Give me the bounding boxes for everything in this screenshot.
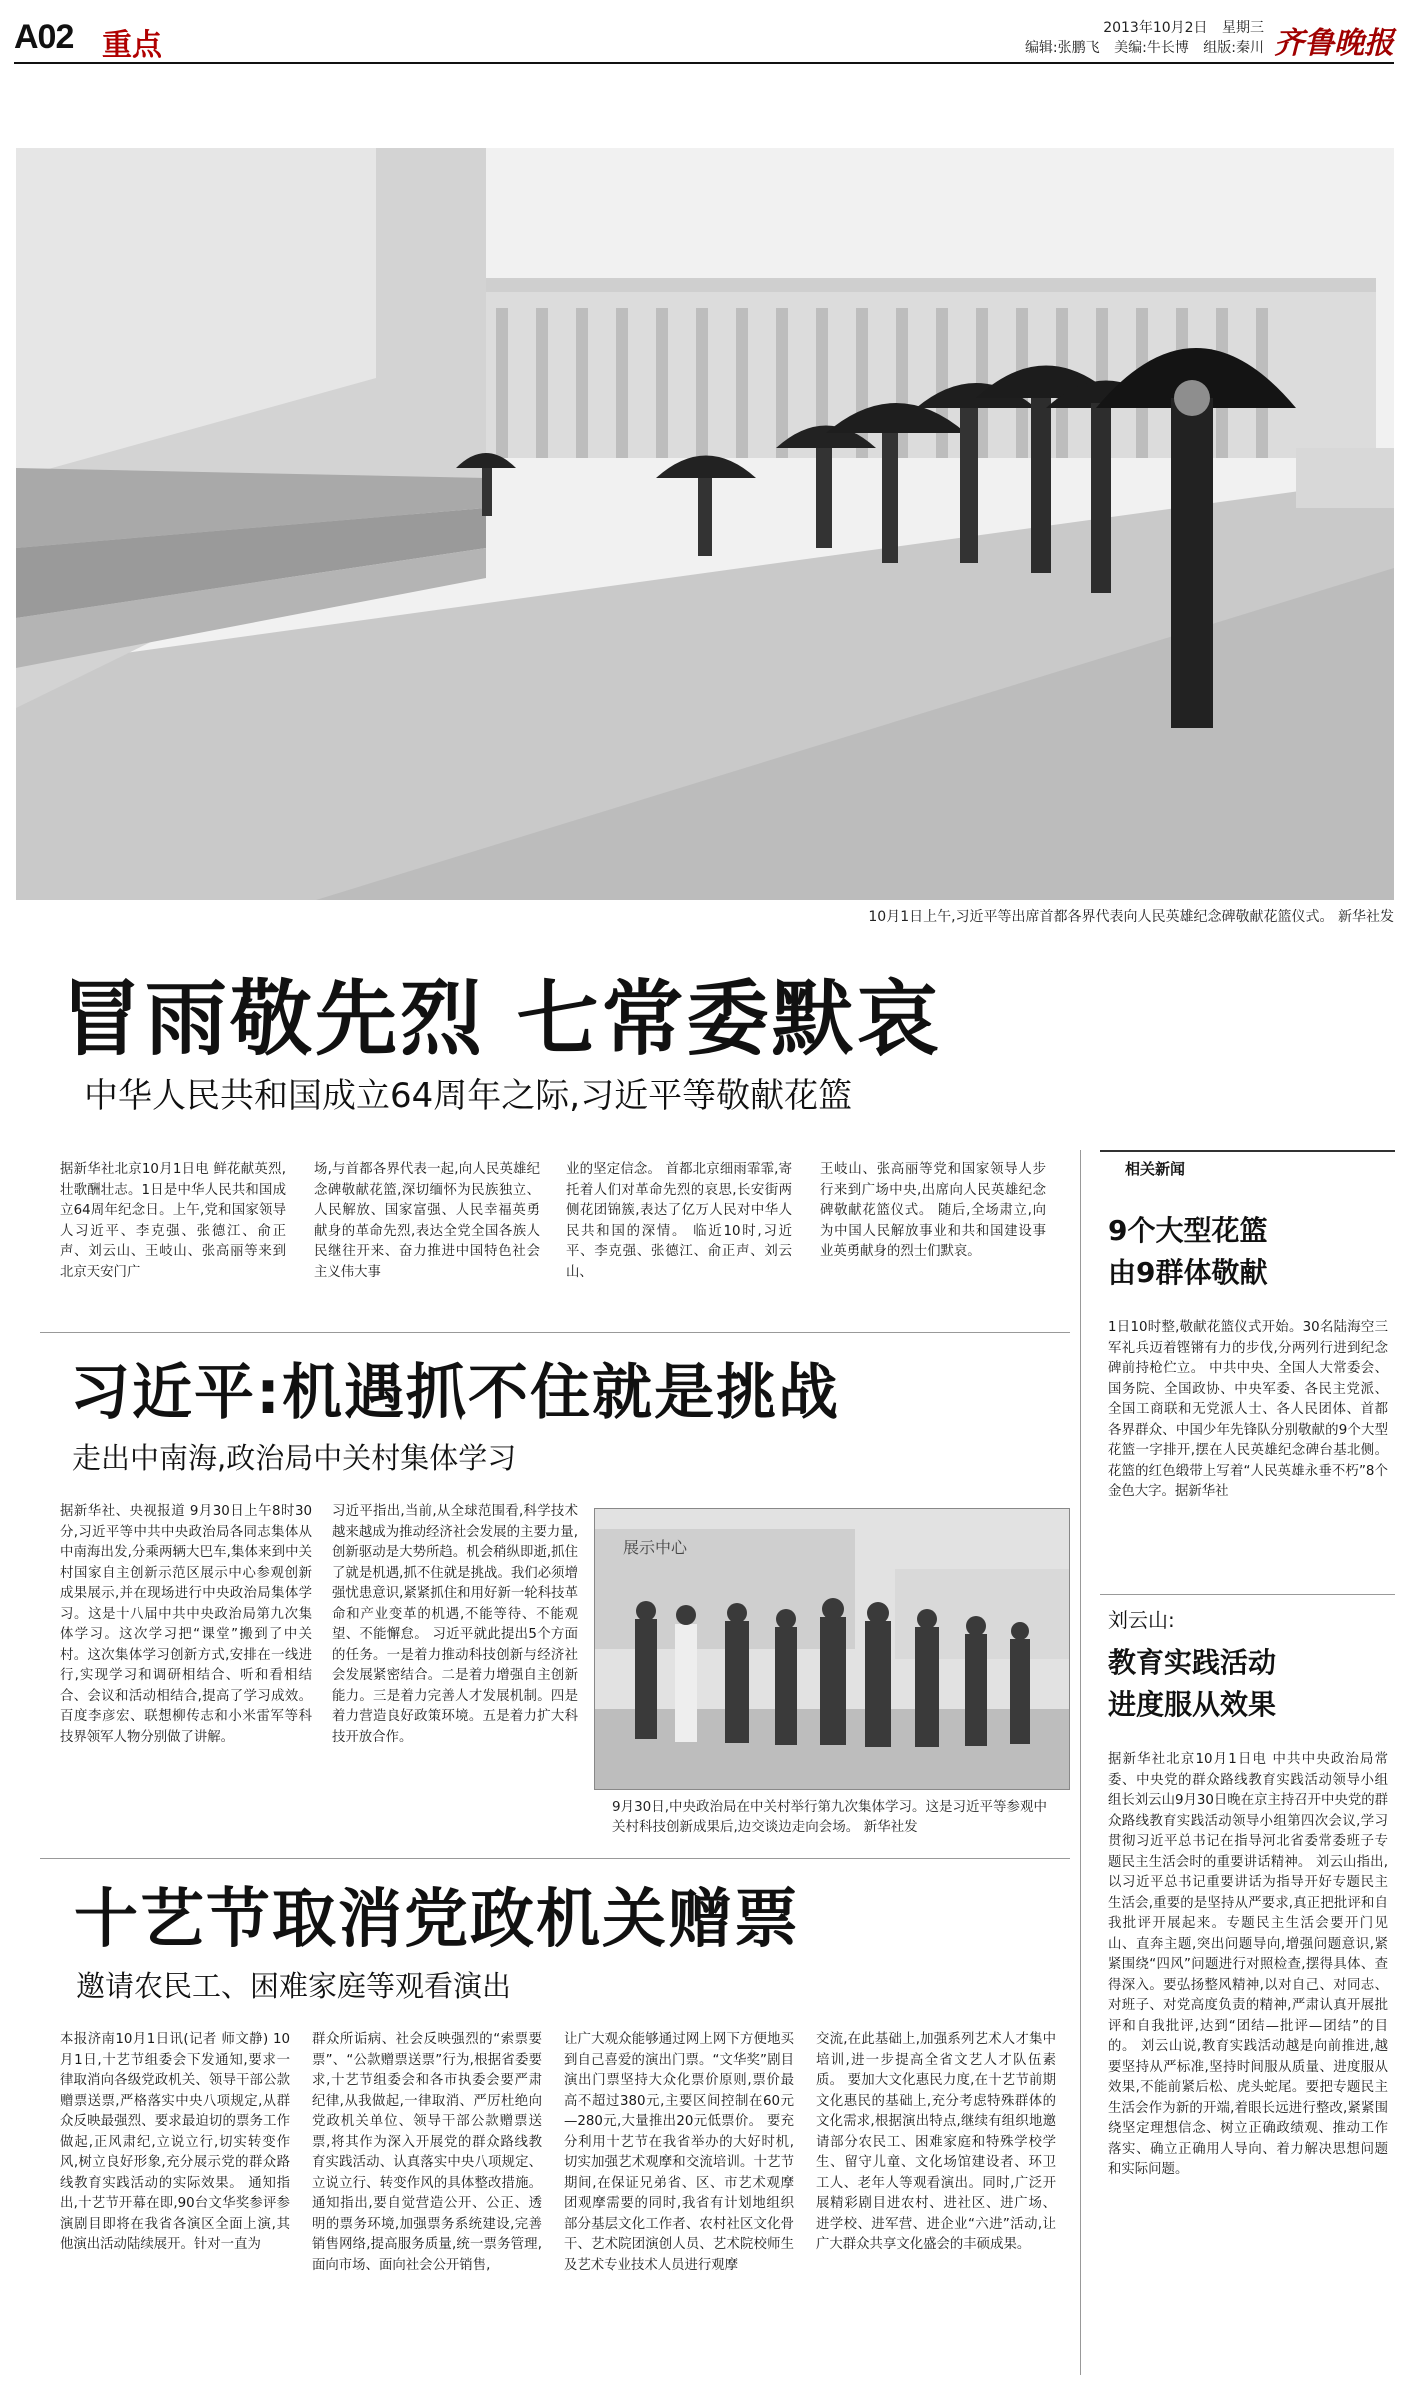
sidebar-story2-kicker: 刘云山: [1108,1608,1175,1632]
article2-photo [594,1508,1070,1790]
article2-bottom-rule [40,1858,1070,1859]
article1-bottom-rule [40,1332,1070,1333]
article1-col-1: 据新华社北京10月1日电 鲜花献英烈,壮歌酬壮志。1日是中华人民共和国成立64周年纪念日。上午,党和国家领导人习近平、李克强、张德江、俞正声、刘云山、王岐山、张高丽等来到北京天安门广 [60,1162,286,1280]
article2-photo-illustration [595,1509,1070,1790]
sidebar-story2-title [1108,1642,1276,1726]
newspaper-masthead: 齐鲁晚报 [1274,26,1394,61]
article3-col-3: 让广大观众能够通过网上网下方便地买到自己喜爱的演出门票。“文华奖”剧目演出门票坚持大众化票价原则,票价最高不超过380元,主要区间控制在60元—280元,大量推出20元低票价。 要充分利用十艺节在我省举办的大好时机,切实加强艺术观摩和交流培训。十艺节期间,在保证兄弟省、区、市艺术观摩团观摩需要的同时,我省有计划地组织部分基层文化工作者、农村社区文化骨干、艺术院团演创人员、艺术院校师生及艺术专业技术人员进行观摩 [564,2032,794,2273]
article2-col-2: 习近平指出,当前,从全球范围看,科学技术越来越成为推动经济社会发展的主要力量,创新驱动是大势所趋。机会稍纵即逝,抓住了就是机遇,抓不住就是挑战。我们必须增强忧患意识,紧紧抓住和用好新一轮科技革命和产业变革的机遇,不能等待、不能观望、不能懈怠。 习近平就此提出5个方面的任务。一是着力推动科技创新与经济社会发展紧密结合。二是着力增强自主创新能力。三是着力完善人才发展机制。四是着力营造良好政策环境。五是着力扩大科技开放合作。 [332,1504,578,1745]
main-photo [16,148,1394,900]
section-label: 重点 [102,28,162,63]
sidebar-mid-rule [1100,1594,1395,1595]
article1-col-2: 场,与首都各界代表一起,向人民英雄纪念碑敬献花篮,深切缅怀为民族独立、人民解放、国家富强、人民幸福英勇献身的革命先烈,表达全党全国各族人民继往开来、奋力推进中国特色社会主义伟大事 [314,1162,540,1280]
layout-editor-credit: 组版:秦川 [1203,40,1264,56]
article1-headline: 冒雨敬先烈 七常委默哀 [60,972,942,1067]
header-meta [1015,18,1264,58]
sidebar-story2-title-line2: 进度服从效果 [1108,1688,1277,1721]
main-photo-illustration [16,148,1394,900]
art-editor-credit: 美编:牛长博 [1114,40,1189,56]
sidebar-story2-title-line1: 教育实践活动 [1108,1646,1277,1679]
main-photo-caption: 10月1日上午,习近平等出席首都各界代表向人民英雄纪念碑敬献花篮仪式。 新华社发 [868,909,1394,925]
related-news-label: 相关新闻 [1125,1160,1186,1178]
sidebar-story1-title [1108,1210,1267,1294]
article3-col-1: 本报济南10月1日讯(记者 师文静) 10月1日,十艺节组委会下发通知,要求一律取消向各级党政机关、领导干部公款赠票送票,严格落实中央八项规定,从群众反映最强烈、要求最迫切的票务工作做起,正风肃纪,立说立行,切实转变作风,树立良好形象,充分展示党的群众路线教育实践活动的实际效果。 通知指出,十艺节开幕在即,90台文华奖参评参演剧目即将在我省各演区全面上演,其他演出活动陆续展开。针对一直为 [60,2032,290,2252]
article3-headline: 十艺节取消党政机关赠票 [74,1883,800,1957]
article3-col-2: 群众所诟病、社会反映强烈的“索票要票”、“公款赠票送票”行为,根据省委要求,十艺节组委会和各市执委会要严肃纪律,从我做起,一律取消、严厉杜绝向党政机关单位、领导干部公款赠票送票,将其作为深入开展党的群众路线教育实践活动、认真落实中央八项规定、立说立行、转变作风的具体整改措施。 通知指出,要自觉营造公开、公正、透明的票务环境,加强票务系统建设,完善销售网络,提高服务质量,统一票务管理,面向市场、面向社会公开销售, [312,2032,542,2273]
page-number: A02 [14,18,74,56]
sidebar-story2-text: 据新华社北京10月1日电 中共中央政治局常委、中央党的群众路线教育实践活动领导小组组长刘云山9月30日晚在京主持召开中央党的群众路线教育实践活动领导小组第四次会议,学习贯彻习近平总书记在指导河北省委常委班子专题民主生活会时的重要讲话精神。 刘云山指出,以习近平总书记重要讲话为指导开好专题民主生活会,重要的是坚持从严要求,真正把批评和自我批评开展起来。专题民主生活会要开门见山、直奔主题,突出问题导向,增强问题意识,紧紧围绕“四风”问题进行对照检查,摆得具体、查得深入。要弘扬整风精神,以对自己、对同志、对班子、对党高度负责的精神,严肃认真开展批评和自我批评,达到“团结—批评—团结”的目的。 刘云山说,教育实践活动越是向前推进,越要坚持从严标准,坚持时间服从质量、进度服从效果,不能前紧后松、虎头蛇尾。要把专题民主生活会作为新的开端,着眼长远进行整改,紧紧围绕坚定理想信念、树立正确政绩观、推动工作落实、确立正确用人导向、着力解决思想问题和实际问题。 [1108,1752,1388,2177]
article2-photo-caption: 9月30日,中央政治局在中关村举行第九次集体学习。这是习近平等参观中关村科技创新成果后,边交谈边走向会场。 新华社发 [612,1799,1048,1835]
building-sign: 展示中心 [623,1538,688,1557]
issue-weekday: 星期三 [1222,20,1264,36]
article1-subheadline: 中华人民共和国成立64周年之际,习近平等敬献花篮 [84,1076,853,1116]
article2-col-1: 据新华社、央视报道 9月30日上午8时30分,习近平等中共中央政治局各同志集体从中南海出发,分乘两辆大巴车,集体来到中关村国家自主创新示范区展示中心参观创新成果展示,并在现场进行中央政治局集体学习。这是十八届中共中央政治局第九次集体学习。这次学习把“课堂”搬到了中关村。这次集体学习创新方式,安排在一线进行,实现学习和调研相结合、听和看相结合、会议和活动相结合,提高了学习成效。百度李彦宏、联想柳传志和小米雷军等科技界领军人物分别做了讲解。 [60,1504,312,1745]
header-rule [14,62,1394,64]
editor-credit: 编辑:张鹏飞 [1024,40,1100,56]
sidebar-story1-text: 1日10时整,敬献花篮仪式开始。30名陆海空三军礼兵迈着铿锵有力的步伐,分两列行进到纪念碑前持枪伫立。 中共中央、全国人大常委会、国务院、全国政协、中央军委、各民主党派、全国工商联和无党派人士、各人民团体、首都各界群众、中国少年先锋队分别敬献的9个大型花篮一字排开,摆在人民英雄纪念碑台基北侧。花篮的红色缎带上写着“人民英雄永垂不朽”8个金色大字。据新华社 [1108,1320,1388,1499]
article2-subheadline: 走出中南海,政治局中关村集体学习 [72,1441,517,1475]
article1-col-3: 业的坚定信念。 首都北京细雨霏霏,寄托着人们对革命先烈的哀思,长安街两侧花团锦簇,表达了亿万人民对中华人民共和国的深情。 临近10时,习近平、李克强、张德江、俞正声、刘云山、 [566,1162,792,1280]
sidebar-story1-title-line1: 9个大型花篮 [1108,1214,1268,1247]
article2-headline: 习近平:机遇抓不住就是挑战 [70,1358,840,1428]
article3-subheadline: 邀请农民工、困难家庭等观看演出 [76,1969,512,2003]
sidebar-top-rule [1100,1150,1395,1152]
issue-date: 2013年10月2日 [1103,20,1208,36]
article1-col-4: 王岐山、张高丽等党和国家领导人步行来到广场中央,出席向人民英雄纪念碑敬献花篮仪式。 随后,全场肃立,向为中国人民解放事业和共和国建设事业英勇献身的烈士们默哀。 [820,1162,1046,1259]
article3-col-4: 交流,在此基础上,加强系列艺术人才集中培训,进一步提高全省文艺人才队伍素质。 要加大文化惠民力度,在十艺节前期文化惠民的基础上,充分考虑特殊群体的文化需求,根据演出特点,继续有组织地邀请部分农民工、困难家庭和特殊学校学生、留守儿童、文化场馆建设者、环卫工人、老年人等观看演出。同时,广泛开展精彩剧目进农村、进社区、进广场、进学校、进军营、进企业“六进”活动,让广大群众共享文化盛会的丰硕成果。 [816,2032,1056,2252]
sidebar-divider [1080,1150,1081,2375]
sidebar-story1-title-line2: 由9群体敬献 [1108,1256,1268,1289]
page-header [14,18,1394,63]
